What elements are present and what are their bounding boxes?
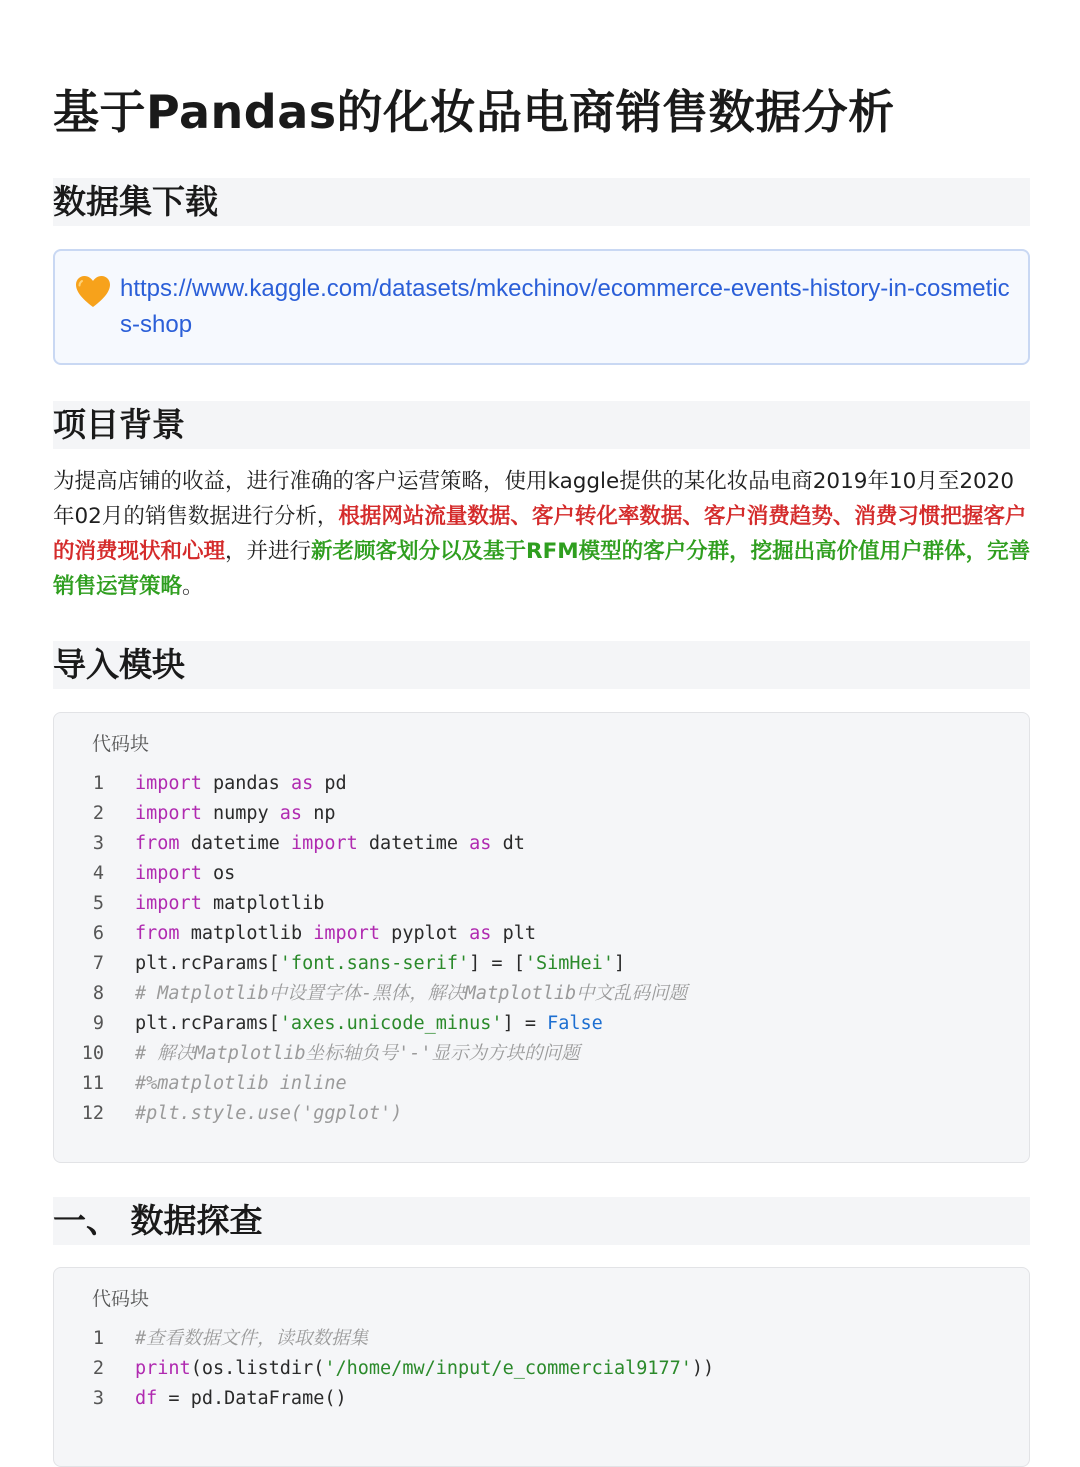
line-number: 3 bbox=[92, 1388, 104, 1409]
background-text-2: ，并进行 bbox=[225, 539, 312, 564]
code-token: = pd.DataFrame() bbox=[157, 1388, 347, 1409]
line-number: 10 bbox=[81, 1043, 104, 1064]
code-token: pyplot bbox=[380, 923, 470, 944]
code-text bbox=[135, 829, 525, 859]
code-token: 'SimHei' bbox=[524, 953, 614, 974]
code-token: )) bbox=[691, 1358, 715, 1379]
line-number: 8 bbox=[92, 983, 104, 1004]
code-token: os bbox=[201, 863, 236, 884]
code-lines bbox=[54, 1324, 1029, 1414]
background-text-3: 。 bbox=[182, 574, 204, 599]
code-text bbox=[135, 919, 536, 949]
code-token: plt.rcParams[ bbox=[135, 953, 280, 974]
line-number: 11 bbox=[81, 1073, 104, 1094]
section-heading-exploration: 一、 数据探查 bbox=[53, 1197, 1030, 1245]
code-token: ] = [ bbox=[469, 953, 525, 974]
code-lines bbox=[54, 769, 1029, 1129]
line-number: 7 bbox=[92, 953, 104, 974]
code-text bbox=[135, 1039, 580, 1069]
code-token: matplotlib bbox=[179, 923, 314, 944]
code-token: import bbox=[290, 833, 358, 854]
line-number: 4 bbox=[92, 863, 104, 884]
code-token: as bbox=[279, 803, 303, 824]
line-number: 12 bbox=[81, 1103, 104, 1124]
code-text bbox=[135, 859, 235, 889]
code-token: False bbox=[547, 1013, 603, 1034]
code-line bbox=[54, 889, 1029, 919]
code-token: numpy bbox=[201, 803, 280, 824]
code-token: ] bbox=[613, 953, 626, 974]
line-number: 3 bbox=[92, 833, 104, 854]
code-line bbox=[54, 769, 1029, 799]
line-number: 2 bbox=[92, 1358, 104, 1379]
code-line bbox=[54, 1009, 1029, 1039]
code-line bbox=[54, 1324, 1029, 1354]
code-token: # 解决Matplotlib坐标轴负号'-'显示为方块的问题 bbox=[135, 1043, 580, 1064]
code-line bbox=[54, 1099, 1029, 1129]
code-text bbox=[135, 979, 687, 1009]
code-token: #查看数据文件，读取数据集 bbox=[135, 1328, 369, 1349]
code-token: import bbox=[135, 863, 202, 884]
orange-heart-icon bbox=[75, 275, 111, 309]
highlight-green-text: 新老顾客划分以及基于RFM模型的客户分群，挖掘出高价值用户群体，完善销售运营策略 bbox=[53, 539, 1031, 599]
code-line bbox=[54, 799, 1029, 829]
code-line bbox=[54, 979, 1029, 1009]
code-token: (os.listdir( bbox=[190, 1358, 325, 1379]
code-token: datetime bbox=[357, 833, 470, 854]
code-token: as bbox=[290, 773, 314, 794]
code-line bbox=[54, 829, 1029, 859]
code-token: dt bbox=[491, 833, 525, 854]
code-line bbox=[54, 949, 1029, 979]
code-text bbox=[135, 1069, 347, 1099]
code-token: '/home/mw/input/e_commercial9177' bbox=[324, 1358, 692, 1379]
code-token: print bbox=[135, 1358, 191, 1379]
code-token: from bbox=[135, 833, 180, 854]
section-heading-dataset: 数据集下载 bbox=[53, 178, 1030, 226]
highlight-red-text: 根据网站流量数据、客户转化率数据、客户消费趋势、消费习惯把握客户的消费现状和心理 bbox=[53, 504, 1027, 564]
background-text-1: 为提高店铺的收益，进行准确的客户运营策略，使用kaggle提供的某化妆品电商2019年10月至2020年02月的销售数据进行分析， bbox=[53, 469, 1015, 529]
code-line bbox=[54, 1354, 1029, 1384]
code-token: as bbox=[469, 833, 492, 854]
code-token: plt.rcParams[ bbox=[135, 1013, 280, 1034]
code-block-imports bbox=[53, 712, 1030, 1163]
code-token: pd bbox=[313, 773, 347, 794]
page-title: 基于Pandas的化妆品电商销售数据分析 bbox=[53, 85, 895, 139]
code-token: plt bbox=[491, 923, 536, 944]
code-token: #%matplotlib inline bbox=[135, 1073, 347, 1094]
code-token: np bbox=[302, 803, 336, 824]
code-token: as bbox=[469, 923, 492, 944]
code-line bbox=[54, 1069, 1029, 1099]
code-token: 'axes.unicode_minus' bbox=[279, 1013, 503, 1034]
code-token: #plt.style.use('ggplot') bbox=[135, 1103, 403, 1124]
code-token: from bbox=[135, 923, 180, 944]
code-token: 'font.sans-serif' bbox=[279, 953, 470, 974]
code-text bbox=[135, 889, 324, 919]
background-paragraph bbox=[53, 464, 1033, 604]
code-text bbox=[135, 1009, 603, 1039]
code-line bbox=[54, 859, 1029, 889]
code-token: pandas bbox=[201, 773, 291, 794]
code-line bbox=[54, 1384, 1029, 1414]
code-token: import bbox=[135, 893, 202, 914]
code-token: matplotlib bbox=[201, 893, 325, 914]
line-number: 6 bbox=[92, 923, 104, 944]
code-text bbox=[135, 1099, 402, 1129]
code-text bbox=[135, 769, 347, 799]
dataset-link[interactable]: https://www.kaggle.com/datasets/mkechinov/ecommerce-events-history-in-cosmetics-shop bbox=[120, 275, 1010, 338]
code-text bbox=[135, 1384, 347, 1414]
code-token: import bbox=[135, 773, 202, 794]
section-heading-imports: 导入模块 bbox=[53, 641, 1030, 689]
code-token: import bbox=[313, 923, 381, 944]
line-number: 9 bbox=[92, 1013, 104, 1034]
code-token: ] = bbox=[502, 1013, 548, 1034]
code-block-label: 代码块 bbox=[92, 1288, 150, 1310]
code-line bbox=[54, 1039, 1029, 1069]
line-number: 1 bbox=[92, 773, 104, 794]
dataset-link-callout bbox=[53, 249, 1030, 365]
code-token: import bbox=[135, 803, 202, 824]
code-block-label: 代码块 bbox=[92, 733, 150, 755]
code-text bbox=[135, 799, 336, 829]
code-text bbox=[135, 1324, 368, 1354]
code-line bbox=[54, 919, 1029, 949]
line-number: 5 bbox=[92, 893, 104, 914]
code-token: df bbox=[135, 1388, 158, 1409]
code-text bbox=[135, 1354, 714, 1384]
code-text bbox=[135, 949, 625, 979]
code-block-exploration bbox=[53, 1267, 1030, 1467]
code-token: # Matplotlib中设置字体-黑体，解决Matplotlib中文乱码问题 bbox=[135, 983, 688, 1004]
section-heading-background: 项目背景 bbox=[53, 401, 1030, 449]
line-number: 1 bbox=[92, 1328, 104, 1349]
line-number: 2 bbox=[92, 803, 104, 824]
code-token: datetime bbox=[179, 833, 291, 854]
